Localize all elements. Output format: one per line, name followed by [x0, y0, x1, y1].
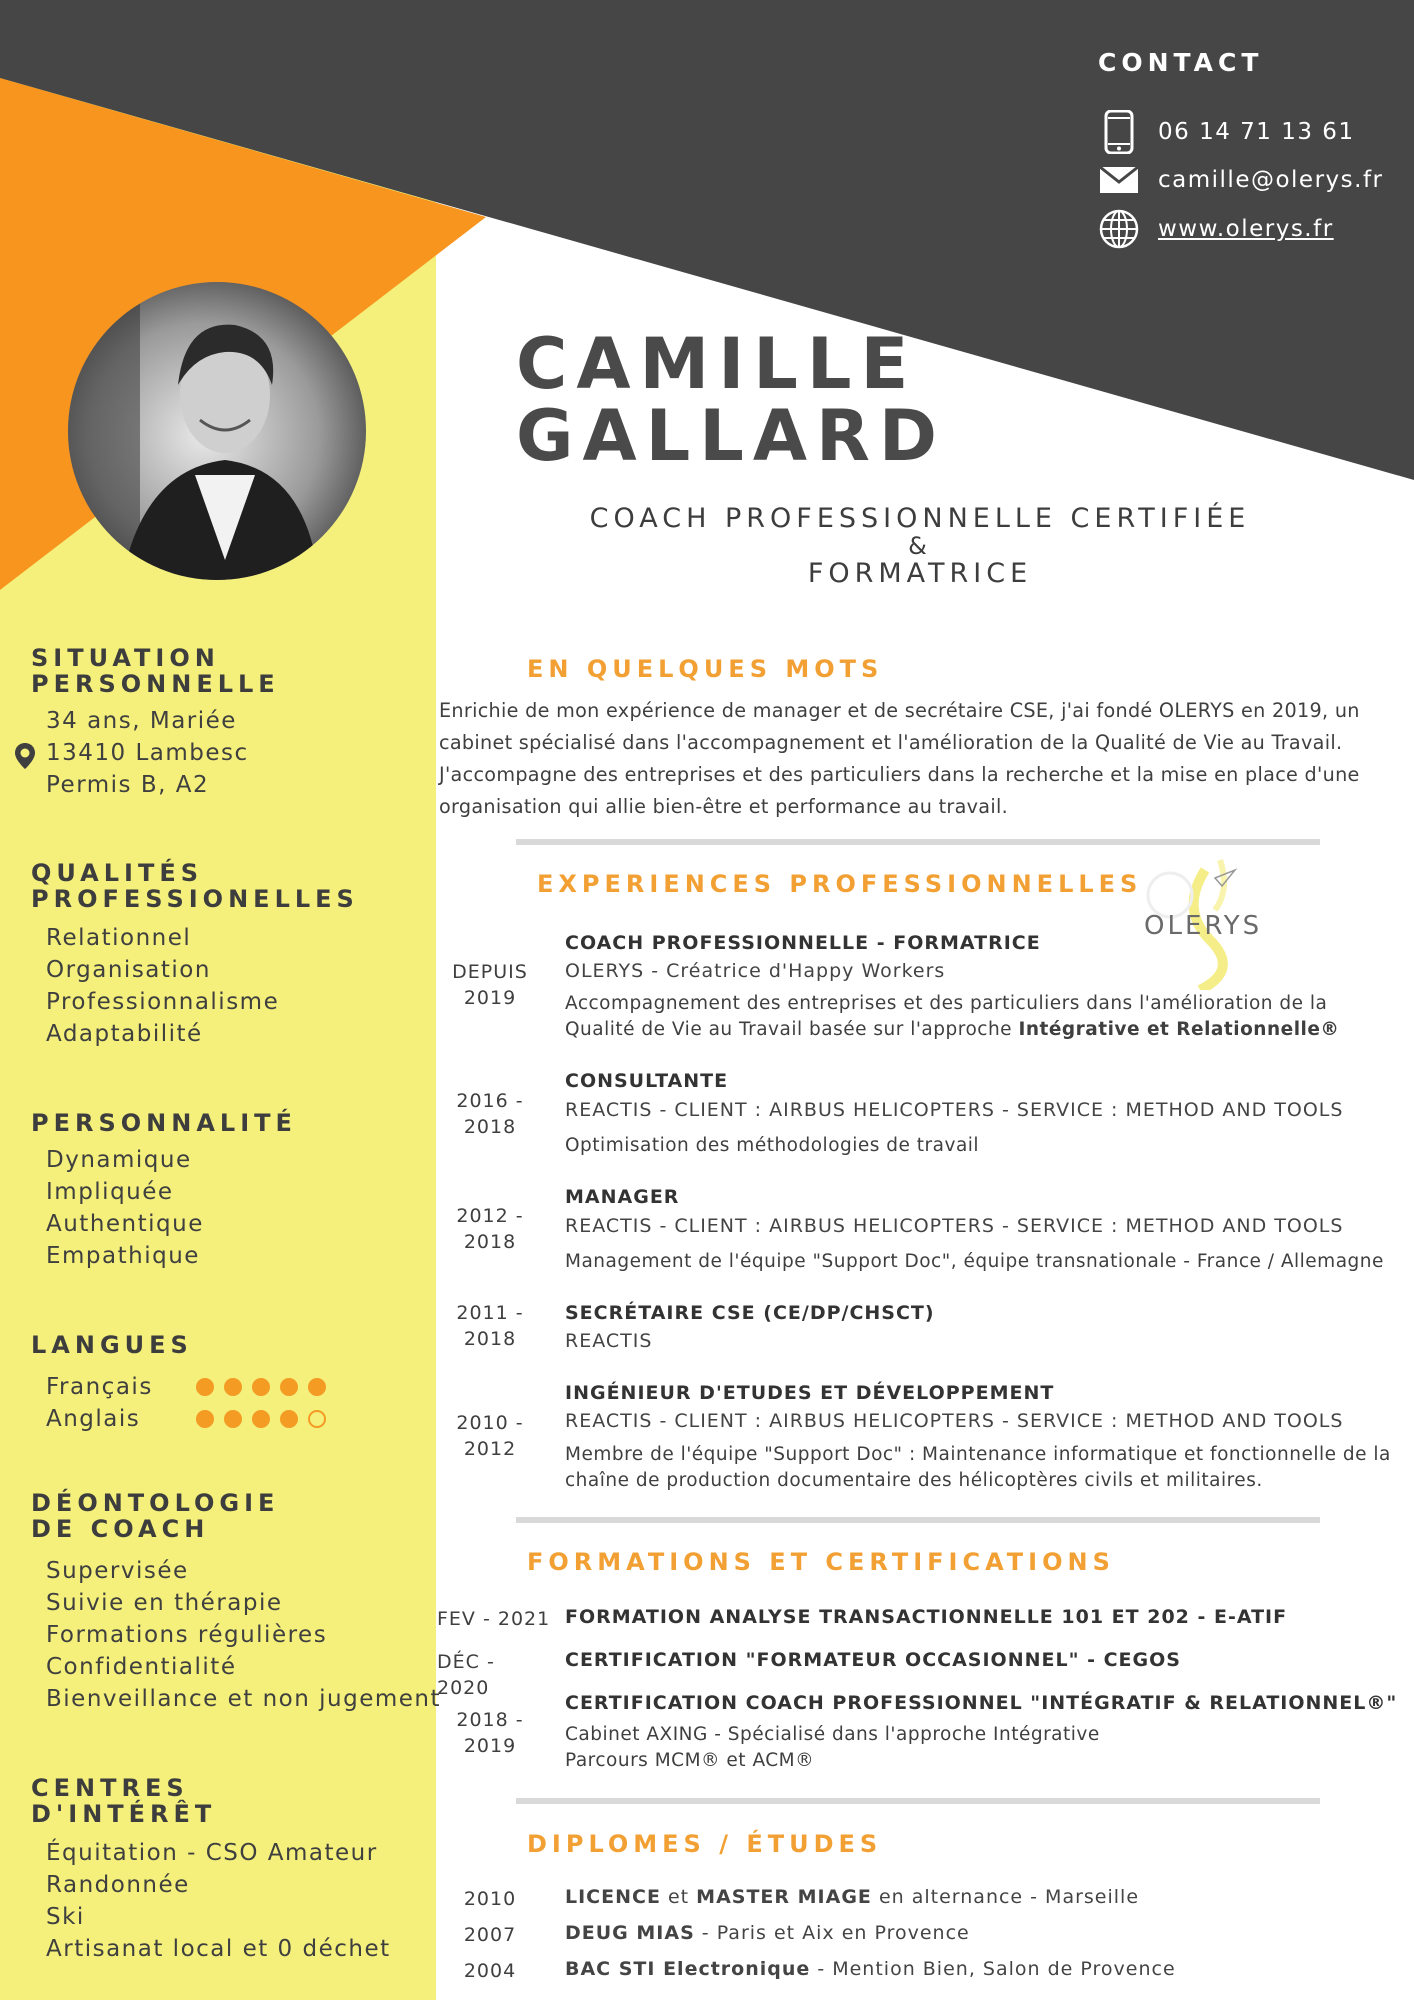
job-line-2: &	[908, 532, 932, 560]
list-item: Impliquée	[46, 1179, 174, 1205]
list-item: Confidentialité	[46, 1654, 237, 1680]
diploma-text: et	[660, 1886, 697, 1908]
exp-title: MANAGER	[565, 1186, 680, 1208]
exp-date	[435, 959, 545, 1011]
divider	[516, 1798, 1320, 1804]
deontologie-title-l1: DÉONTOLOGIE	[31, 1489, 280, 1517]
level-dot-filled	[280, 1378, 298, 1396]
list-item: Supervisée	[46, 1558, 189, 1584]
situation-license: Permis B, A2	[46, 772, 210, 798]
diploma-name: LICENCE	[565, 1886, 661, 1908]
diplomes-title: DIPLOMES / ÉTUDES	[527, 1830, 883, 1858]
situation-title-l1: SITUATION	[31, 644, 220, 672]
exp-date-l2: 2018	[463, 1116, 517, 1138]
diploma-name: DEUG MIAS	[565, 1922, 695, 1944]
language-french-level	[196, 1378, 326, 1396]
exp-date-l2: 2019	[463, 987, 517, 1009]
exp-date-l2: 2012	[463, 1438, 517, 1460]
exp-date-l1: DEPUIS	[452, 961, 528, 983]
exp-title: INGÉNIEUR D'ETUDES ET DÉVELOPPEMENT	[565, 1382, 1055, 1404]
diploma-entry	[565, 1922, 970, 1944]
qualites-title	[31, 860, 359, 912]
globe-icon	[1098, 208, 1140, 250]
level-dot-filled	[252, 1378, 270, 1396]
exp-description	[565, 1442, 1391, 1494]
level-dot-filled	[252, 1410, 270, 1428]
list-item: Dynamique	[46, 1147, 192, 1173]
deontologie-title-l2: DE COACH	[31, 1515, 210, 1543]
list-item: Bienveillance et non jugement	[46, 1686, 441, 1712]
exp-date-l1: 2010 -	[456, 1412, 524, 1434]
list-item: Artisanat local et 0 déchet	[46, 1936, 391, 1962]
envelope-icon	[1098, 159, 1140, 201]
situation-address: 13410 Lambesc	[46, 740, 249, 766]
contact-phone-row	[1098, 110, 1355, 154]
langues-title: LANGUES	[31, 1331, 193, 1359]
list-item: Ski	[46, 1904, 85, 1930]
svg-text:OLERYS: OLERYS	[1144, 911, 1263, 941]
exp-desc-l2: chaîne de production documentaire des hélicoptères civils et militaires.	[565, 1470, 1263, 1491]
exp-desc-l1: Membre de l'équipe "Support Doc" : Maintenance informatique et fonctionnelle de la	[565, 1444, 1391, 1465]
level-dot-filled	[308, 1378, 326, 1396]
olerys-logo	[1110, 850, 1280, 990]
diploma-year: 2007	[463, 1924, 517, 1946]
exp-title: SECRÉTAIRE CSE (CE/DP/CHSCT)	[565, 1302, 935, 1324]
diploma-text: - Paris et Aix en Provence	[694, 1922, 970, 1944]
exp-desc-plain: Qualité de Vie au Travail basée sur l'approche	[565, 1019, 1019, 1040]
qualites-title-l1: QUALITÉS	[31, 859, 203, 887]
interets-title-l2: D'INTÉRÊT	[31, 1800, 217, 1828]
formation-title: CERTIFICATION COACH PROFESSIONNEL "INTÉGRATIF & RELATIONNEL®"	[565, 1692, 1398, 1714]
contact-email[interactable]: camille@olerys.fr	[1158, 167, 1384, 193]
language-english-level	[196, 1410, 326, 1428]
list-item: Empathique	[46, 1243, 200, 1269]
list-item: Randonnée	[46, 1872, 190, 1898]
divider	[516, 1517, 1320, 1523]
exp-date	[435, 1203, 545, 1255]
situation-title	[31, 645, 280, 697]
formations-title: FORMATIONS ET CERTIFICATIONS	[527, 1548, 1115, 1576]
first-name: CAMILLE	[516, 323, 918, 405]
exp-date	[435, 1410, 545, 1462]
exp-date-l1: 2012 -	[456, 1205, 524, 1227]
formation-title: FORMATION ANALYSE TRANSACTIONNELLE 101 ET 202 - E-ATIF	[565, 1606, 1288, 1628]
last-name: GALLARD	[516, 395, 947, 477]
situation-age: 34 ans, Mariée	[46, 708, 237, 734]
level-dot-filled	[280, 1410, 298, 1428]
experiences-title: EXPERIENCES PROFESSIONNELLES	[537, 870, 1143, 898]
phone-icon	[1098, 111, 1140, 153]
exp-desc-l2	[565, 1017, 1339, 1043]
language-english: Anglais	[46, 1406, 141, 1432]
formation-date	[435, 1707, 545, 1759]
level-dot-filled	[196, 1410, 214, 1428]
exp-description: Optimisation des méthodologies de travail	[565, 1135, 980, 1156]
exp-company: REACTIS - CLIENT : AIRBUS HELICOPTERS - SERVICE : METHOD AND TOOLS	[565, 1099, 1344, 1121]
job-line-1: COACH PROFESSIONNELLE CERTIFIÉE	[589, 503, 1251, 534]
exp-desc-l1: Accompagnement des entreprises et des particuliers dans l'amélioration de la	[565, 993, 1328, 1014]
exp-company: REACTIS - CLIENT : AIRBUS HELICOPTERS - SERVICE : METHOD AND TOOLS	[565, 1410, 1344, 1432]
list-item: Équitation - CSO Amateur	[46, 1840, 378, 1866]
contact-title: CONTACT	[1098, 48, 1264, 77]
situation-title-l2: PERSONNELLE	[31, 670, 280, 698]
deontologie-title	[31, 1490, 279, 1542]
list-item: Formations régulières	[46, 1622, 328, 1648]
list-item: Adaptabilité	[46, 1021, 203, 1047]
formation-details	[565, 1722, 1100, 1774]
personnalite-title: PERSONNALITÉ	[31, 1109, 297, 1137]
exp-company: REACTIS	[565, 1330, 653, 1352]
formation-date: DÉC - 2020	[437, 1651, 495, 1699]
diploma-name: BAC STI Electronique	[565, 1958, 811, 1980]
language-french: Français	[46, 1374, 153, 1400]
diploma-name: MASTER MIAGE	[696, 1886, 872, 1908]
qualites-title-l2: PROFESSIONELLES	[31, 885, 359, 913]
contact-email-row	[1098, 158, 1384, 202]
diploma-text: en alternance - Marseille	[871, 1886, 1140, 1908]
exp-date-l2: 2018	[463, 1328, 517, 1350]
exp-date-l1: 2016 -	[456, 1090, 524, 1112]
exp-description: Management de l'équipe "Support Doc", équipe transnationale - France / Allemagne	[565, 1251, 1384, 1272]
formation-date-l2: 2019	[463, 1735, 517, 1757]
location-pin-icon	[14, 742, 36, 774]
level-dot-empty	[308, 1410, 326, 1428]
diploma-year: 2010	[463, 1888, 517, 1910]
contact-phone[interactable]: 06 14 71 13 61	[1158, 119, 1355, 145]
about-text: Enrichie de mon expérience de manager et de secrétaire CSE, j'ai fondé OLERYS en 2019, un cabinet spécialisé dans l'accompagnement et l'amélioration de la Qualité de Vie au Travail. J'accompagne des entreprises et des particuliers dans la recherche et la mise en place d'une organisation qui allie bien-être et performance au travail.	[439, 699, 1360, 818]
exp-title: CONSULTANTE	[565, 1070, 729, 1092]
formation-detail-l2: Parcours MCM® et ACM®	[565, 1750, 815, 1771]
contact-website[interactable]: www.olerys.fr	[1158, 216, 1334, 242]
diploma-entry	[565, 1958, 1176, 1980]
exp-date	[435, 1300, 545, 1352]
formation-date-l1: 2018 -	[456, 1709, 524, 1731]
exp-company: OLERYS - Créatrice d'Happy Workers	[565, 960, 946, 982]
level-dot-filled	[224, 1410, 242, 1428]
exp-date-l1: 2011 -	[456, 1302, 524, 1324]
list-item: Organisation	[46, 957, 211, 983]
job-title	[560, 503, 1280, 589]
diploma-year: 2004	[463, 1960, 517, 1982]
formation-title: CERTIFICATION "FORMATEUR OCCASIONNEL" - CEGOS	[565, 1649, 1181, 1671]
list-item: Authentique	[46, 1211, 204, 1237]
exp-description	[565, 991, 1339, 1043]
diploma-entry	[565, 1886, 1139, 1908]
level-dot-filled	[224, 1378, 242, 1396]
exp-title: COACH PROFESSIONNELLE - FORMATRICE	[565, 932, 1041, 954]
interets-title	[31, 1775, 216, 1827]
level-dot-filled	[196, 1378, 214, 1396]
formation-date: FEV - 2021	[437, 1608, 551, 1630]
diploma-text: - Mention Bien, Salon de Provence	[810, 1958, 1176, 1980]
exp-date	[435, 1088, 545, 1140]
job-line-3: FORMATRICE	[807, 558, 1033, 589]
exp-date-l2: 2018	[463, 1231, 517, 1253]
divider	[516, 839, 1320, 845]
candidate-name	[516, 323, 947, 477]
formation-detail-l1: Cabinet AXING - Spécialisé dans l'approche Intégrative	[565, 1724, 1100, 1745]
exp-desc-bold: Intégrative et Relationnelle®	[1018, 1019, 1340, 1040]
exp-company: REACTIS - CLIENT : AIRBUS HELICOPTERS - SERVICE : METHOD AND TOOLS	[565, 1215, 1344, 1237]
about-title: EN QUELQUES MOTS	[527, 655, 884, 683]
contact-website-row	[1098, 207, 1334, 251]
list-item: Professionnalisme	[46, 989, 280, 1015]
list-item: Relationnel	[46, 925, 192, 951]
interets-title-l1: CENTRES	[31, 1774, 189, 1802]
list-item: Suivie en thérapie	[46, 1590, 283, 1616]
